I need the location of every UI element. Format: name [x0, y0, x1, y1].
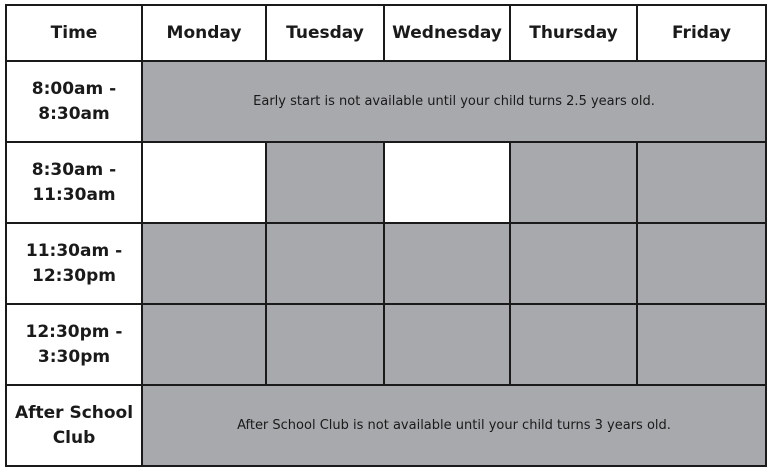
time-end: 11:30am: [32, 184, 116, 205]
slot-friday: [637, 142, 766, 223]
slot-wednesday: [384, 142, 510, 223]
time-start: 11:30am -: [25, 240, 123, 261]
time-cell: [6, 385, 142, 466]
slot-tuesday: [266, 304, 384, 385]
row-session: [6, 142, 766, 223]
header-friday: Friday: [637, 5, 766, 61]
header-time: Time: [6, 5, 142, 61]
slot-wednesday: [384, 304, 510, 385]
time-end: 3:30pm: [37, 346, 111, 367]
time-start: 8:00am -: [31, 78, 117, 99]
row-after-school-club: [6, 385, 766, 466]
time-cell: [6, 61, 142, 142]
row-early-start: [6, 61, 766, 142]
early-start-note: Early start is not available until your child turns 2.5 years old.: [142, 61, 766, 142]
time-cell: [6, 142, 142, 223]
slot-thursday: [510, 223, 637, 304]
schedule-table: [5, 4, 767, 467]
time-start: After School: [14, 402, 134, 423]
time-end: Club: [52, 427, 96, 448]
row-session: [6, 304, 766, 385]
time-end: 8:30am: [38, 103, 110, 124]
slot-tuesday: [266, 142, 384, 223]
slot-monday: [142, 223, 266, 304]
header-tuesday: Tuesday: [266, 5, 384, 61]
row-session: [6, 223, 766, 304]
slot-monday: [142, 304, 266, 385]
slot-tuesday: [266, 223, 384, 304]
header-monday: Monday: [142, 5, 266, 61]
slot-monday: [142, 142, 266, 223]
time-cell: [6, 304, 142, 385]
time-end: 12:30pm: [32, 265, 116, 286]
header-thursday: Thursday: [510, 5, 637, 61]
time-start: 12:30pm -: [25, 321, 123, 342]
slot-friday: [637, 223, 766, 304]
slot-friday: [637, 304, 766, 385]
slot-wednesday: [384, 223, 510, 304]
slot-thursday: [510, 304, 637, 385]
header-row: [6, 5, 766, 61]
slot-thursday: [510, 142, 637, 223]
time-cell: [6, 223, 142, 304]
time-start: 8:30am -: [31, 159, 117, 180]
after-school-club-note: After School Club is not available until your child turns 3 years old.: [142, 385, 766, 466]
header-wednesday: Wednesday: [384, 5, 510, 61]
